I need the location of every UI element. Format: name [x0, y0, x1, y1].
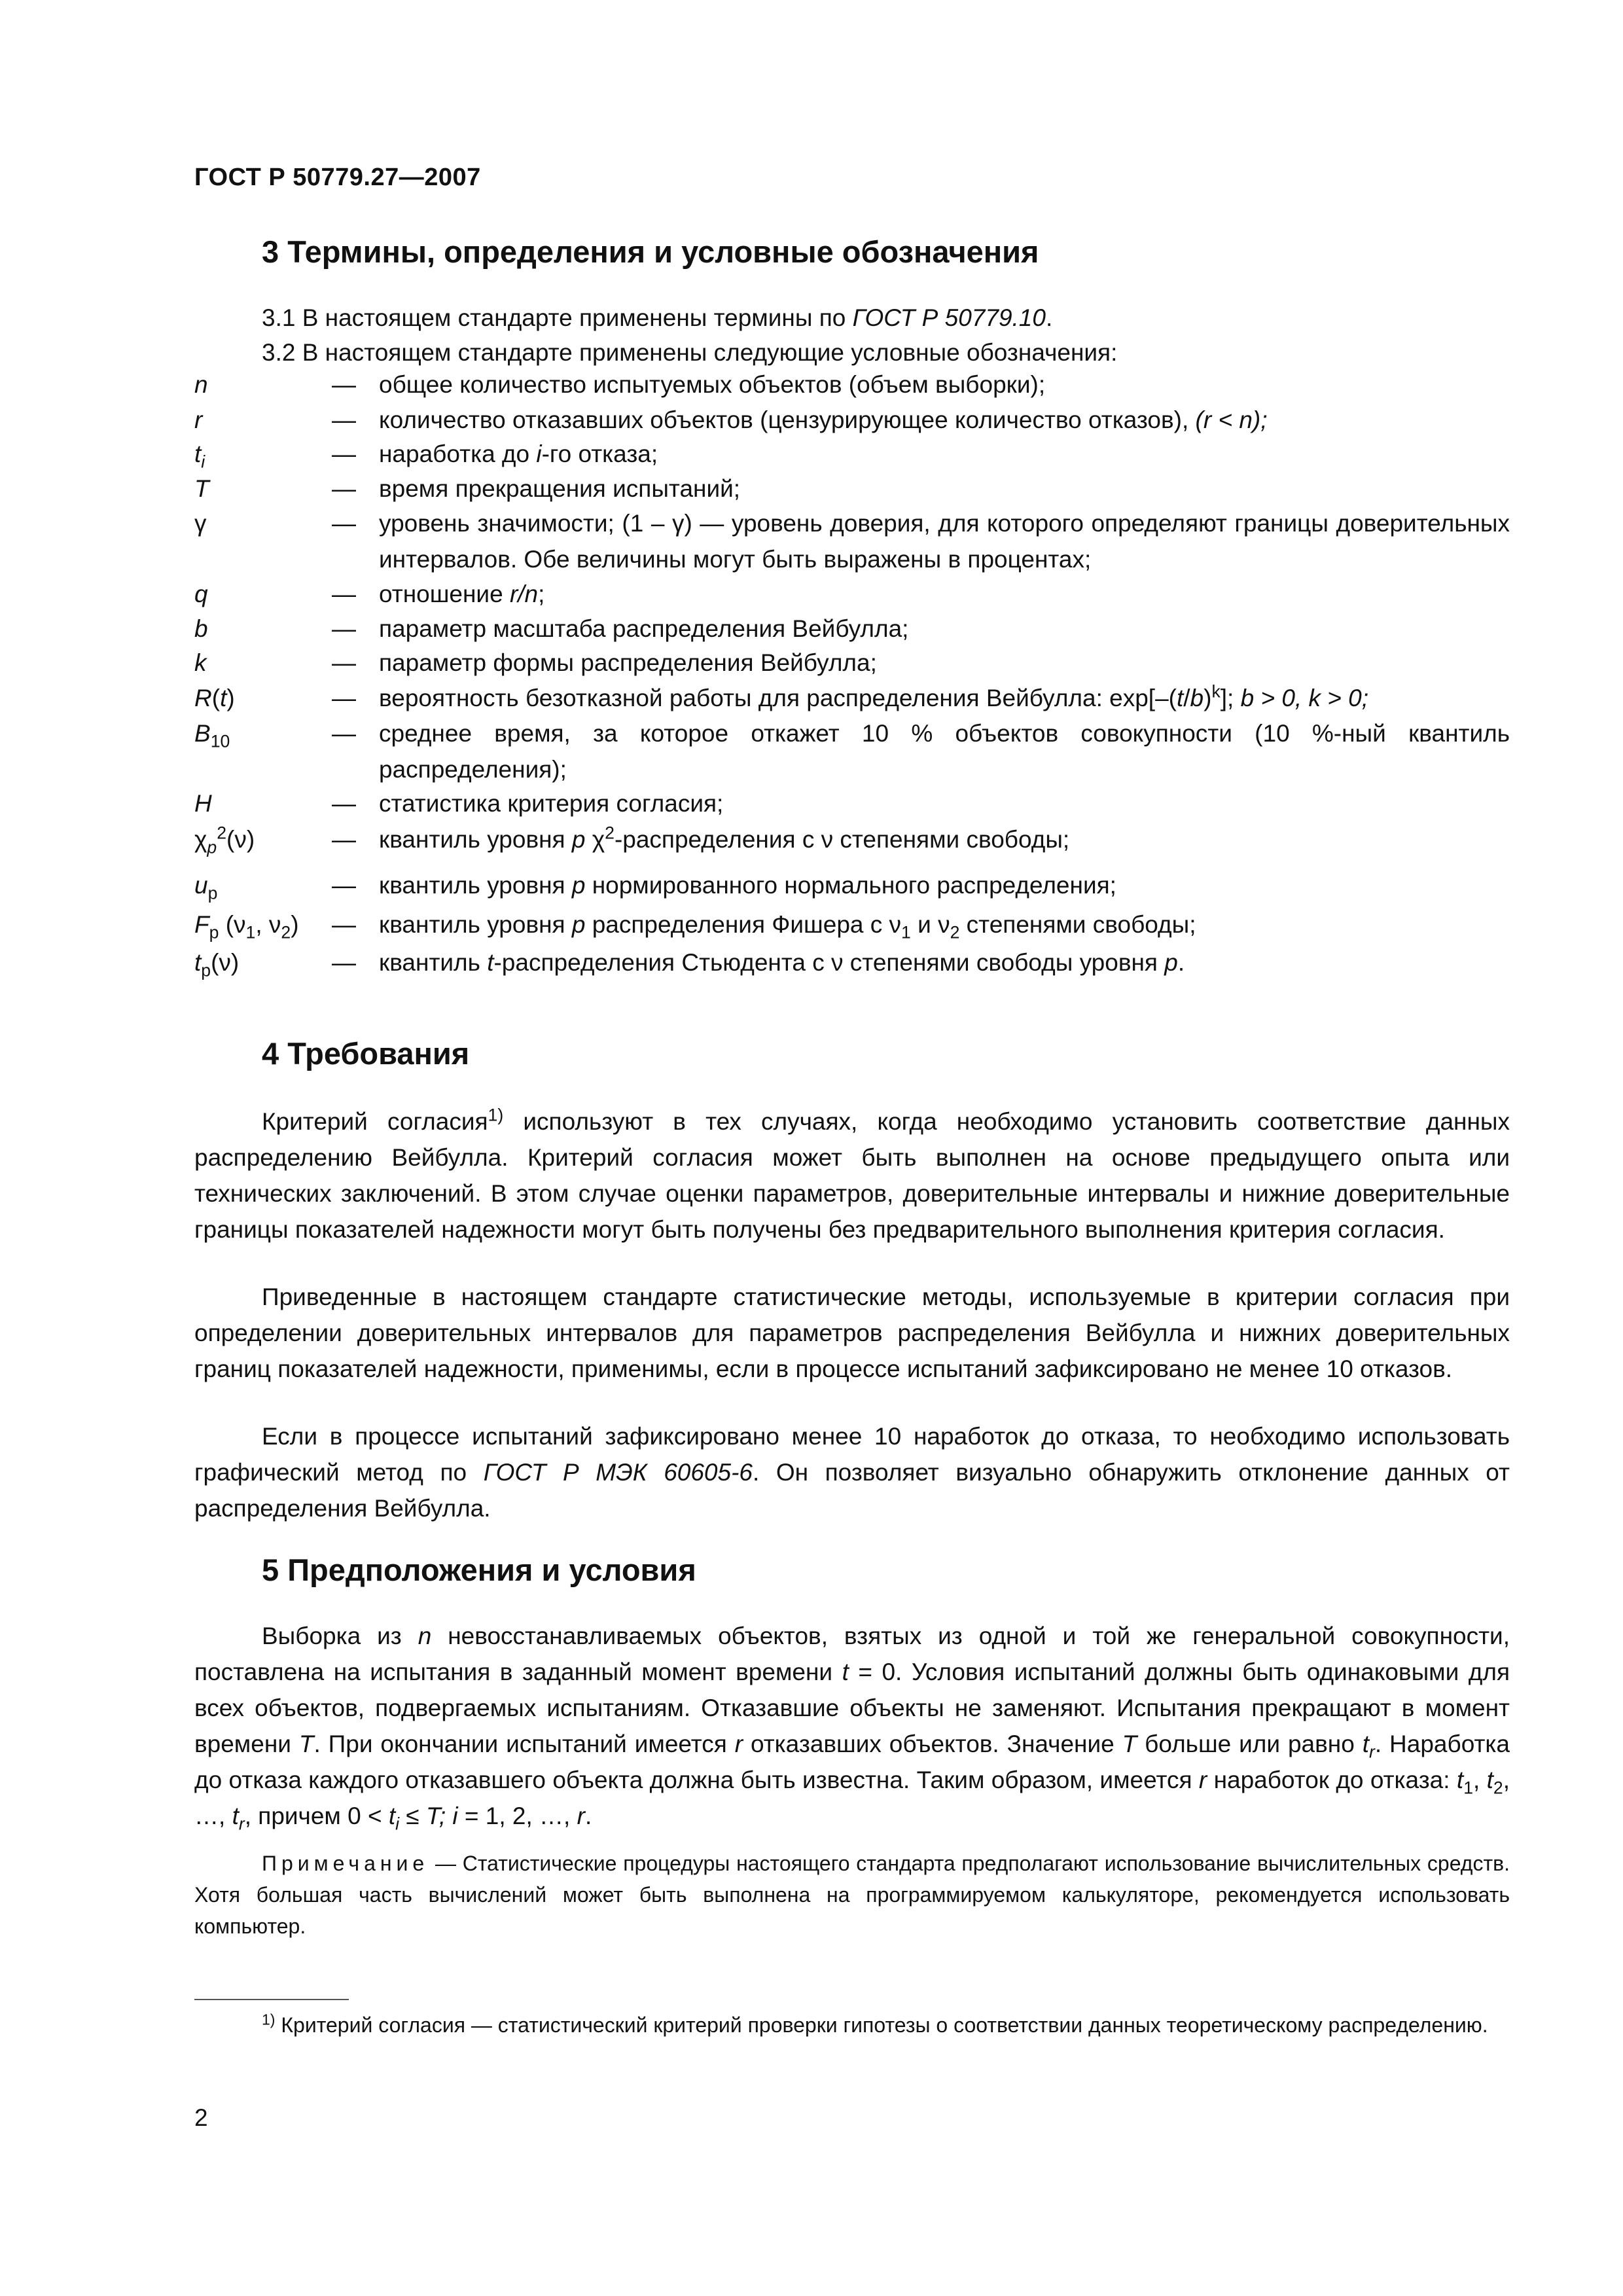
- symbol-row: [194, 505, 1510, 577]
- symbol-row: [194, 367, 1510, 403]
- symbol-row: [194, 576, 1510, 612]
- symbol-dash: —: [332, 510, 356, 537]
- symbol-row: [194, 611, 1510, 647]
- symbol: n: [194, 371, 208, 398]
- symbol-definition: среднее время, за которое откажет 10 % объектов совокупности (10 %-ный квантиль распределения);: [379, 720, 1510, 783]
- footnote: [194, 2009, 1510, 2041]
- symbol-definition: наработка до i-го отказа;: [379, 440, 658, 467]
- symbol-dash: —: [332, 949, 356, 976]
- symbol-row: [194, 436, 1510, 472]
- page-number: 2: [194, 2104, 208, 2131]
- section-4-paragraph-3: Если в процессе испытаний зафиксировано менее 10 наработок до отказа, то необходимо использовать графический метод по ГОСТ Р МЭК 60605-6. Он позволяет визуально обнаружить отклонение данных от распределения Вейбулла.: [194, 1423, 1510, 1522]
- symbol-definition: количество отказавших объектов (цензурирующее количество отказов), (r < n);: [379, 406, 1268, 433]
- symbol-row: [194, 715, 1510, 787]
- note-label: Примечание: [262, 1852, 429, 1875]
- symbol-row: [194, 785, 1510, 821]
- symbol: $F_p$ ($\nu_1$, $\nu_2$): [194, 911, 299, 942]
- section-4-paragraph-1: Критерий согласия$^{1)}$ используют в тех случаях, когда необходимо установить соответствие данных распределению Вейбулла. Критерий согласия может быть выполнен на основе предыдущего опыта или технических заключений. В этом случае оценки параметров, доверительные интервалы и нижние доверительные границы показателей надежности могут быть получены без предварительного выполнения критерия согласия.: [194, 1105, 1510, 1243]
- symbol-definition: общее количество испытуемых объектов (объем выборки);: [379, 371, 1046, 398]
- symbol-definition: уровень значимости; (1 – γ) — уровень доверия, для которого определяют границы доверительных интервалов. Обе величины могут быть выражены в процентах;: [379, 510, 1510, 573]
- symbol: H: [194, 790, 212, 817]
- symbol-definition: отношение r/n;: [379, 581, 545, 607]
- note-text: — Статистические процедуры настоящего стандарта предполагают использование вычислительных средств. Хотя большая часть вычислений может быть выполнена на программируемом калькуляторе, рекомендуется использовать компьютер.: [194, 1852, 1510, 1938]
- symbol: R(t): [194, 685, 235, 711]
- symbol-dash: —: [332, 720, 356, 747]
- symbol-row: [194, 645, 1510, 681]
- symbol: q: [194, 581, 208, 607]
- symbol: $B_{10}$: [194, 720, 230, 751]
- section-5-paragraph: Выборка из n невосстанавливаемых объектов, взятых из одной и той же генеральной совокупности, поставлена на испытания в заданный момент времени t = 0. Условия испытаний должны быть одинаковыми для всех объектов, подвергаемых испытаниям. Отказавшие объекты не заменяют. Испытания прекращают в момент времени T. При окончании испытаний имеется r отказавших объектов. Значение T больше или равно $t_r$. Наработка до отказа каждого отказавшего объекта должна быть известна. Таким образом, имеется r наработок до отказа: $t_1$, $t_2$, …, $t_r$, причем $0 < t_i \le T$; i = 1, 2, …, r.: [194, 1623, 1510, 1834]
- symbol-dash: —: [332, 826, 356, 853]
- symbol-dash: —: [332, 440, 356, 467]
- section-3-intro-1: 3.1 В настоящем стандарте применены термины по ГОСТ Р 50779.10.: [262, 304, 1053, 331]
- symbol-dash: —: [332, 872, 356, 899]
- symbol: T: [194, 475, 209, 502]
- symbol-dash: —: [332, 406, 356, 433]
- symbol-definition: вероятность безотказной работы для распределения Вейбулла: $\exp[-(t/b)^k]$; b > 0, k > 0;: [379, 681, 1369, 711]
- symbol-row: [194, 402, 1510, 438]
- symbol-dash: —: [332, 475, 356, 502]
- symbol-definition: параметр формы распределения Вейбулла;: [379, 649, 877, 676]
- symbol: k: [194, 649, 207, 676]
- symbol-row: [194, 906, 1510, 942]
- symbol-definition: время прекращения испытаний;: [379, 475, 741, 502]
- symbol-dash: —: [332, 371, 356, 398]
- symbol-dash: —: [332, 581, 356, 607]
- footnote-rule: [194, 1999, 349, 2000]
- symbol-dash: —: [332, 685, 356, 711]
- footnote-mark: 1): [262, 2011, 276, 2028]
- section-3-intro-2: 3.2 В настоящем стандарте применены следующие условные обозначения:: [262, 339, 1118, 366]
- header-code: ГОСТ Р 50779.27—2007: [194, 164, 481, 191]
- symbol: $\chi_p^2(\nu)$: [194, 823, 255, 857]
- symbol-row: [194, 867, 1510, 903]
- symbol-row: [194, 471, 1510, 507]
- section-4-paragraph-2: Приведенные в настоящем стандарте статистические методы, используемые в критерии согласия при определении доверительных интервалов для параметров распределения Вейбулла и нижних доверительных границ показателей надежности, применимы, если в процессе испытаний зафиксировано не менее 10 отказов.: [194, 1283, 1510, 1382]
- symbol-dash: —: [332, 911, 356, 938]
- symbol-dash: —: [332, 615, 356, 642]
- section-3-title: 3 Термины, определения и условные обозначения: [262, 234, 1039, 269]
- symbol-dash: —: [332, 649, 356, 676]
- note: [194, 1848, 1510, 1942]
- footnote-text: Критерий согласия — статистический критерий проверки гипотезы о соответствии данных теоретическому распределению.: [275, 2013, 1488, 2037]
- symbol-definition: квантиль уровня p нормированного нормального распределения;: [379, 872, 1116, 899]
- symbol: b: [194, 615, 208, 642]
- symbol-dash: —: [332, 790, 356, 817]
- symbol-definition: квантиль уровня p распределения Фишера с $\nu_1$ и $\nu_2$ степенями свободы;: [379, 911, 1196, 942]
- symbol-row: [194, 680, 1510, 716]
- section-5-title: 5 Предположения и условия: [262, 1552, 696, 1587]
- symbol: $t_i$: [194, 440, 205, 472]
- symbol-definition: квантиль уровня p $\chi^2$-распределения с ν степенями свободы;: [379, 823, 1070, 853]
- symbol: r: [194, 406, 203, 433]
- symbol-row: [194, 944, 1510, 980]
- symbol-definition: квантиль t-распределения Стьюдента с ν степенями свободы уровня p.: [379, 949, 1185, 976]
- symbol: γ: [194, 510, 207, 537]
- symbol-row: [194, 821, 1510, 857]
- symbol: $u_p$: [194, 872, 218, 903]
- symbol-definition: параметр масштаба распределения Вейбулла;: [379, 615, 909, 642]
- section-4-title: 4 Требования: [262, 1036, 470, 1071]
- symbol-definition: статистика критерия согласия;: [379, 790, 724, 817]
- symbol: $t_p(\nu)$: [194, 949, 240, 980]
